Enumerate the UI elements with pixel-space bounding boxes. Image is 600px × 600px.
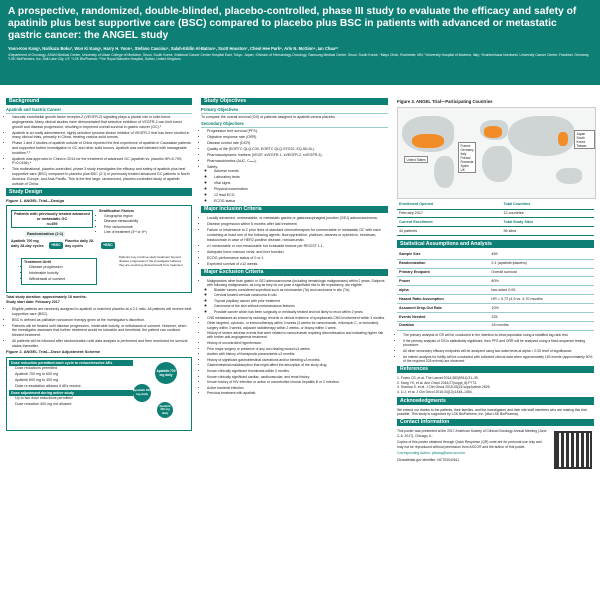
list-item: • Pharmacokinetics (AUC, Cₘₐₓ). — [207, 159, 388, 164]
arm-apatinib: Apatinib 700 mg daily 28-day cycles — [11, 239, 44, 248]
label-usa — [404, 156, 428, 164]
design-diagram — [6, 205, 192, 293]
affiliations: ¹Department of Oncology, ASAN Medical Center, University of Ulsan College of Medicine, Seoul, South Korea; ²National Cancer Center Hospital East, Tokyo, Japan; ³Division of Hematology-Oncology, Samsung Medical Center, Seoul, South Korea; ⁴Mayo Clinic, Rochester, MN; ⁵University Hospital of Modena, Italy; ⁶Krankenhaus Nordwest, University Cancer Center, Frankfurt, Germany; ⁷LSK BioPartners, Inc, Salt Lake City, UT; ⁸LSK BioPharma; ⁹The Royal Marsden Hospital, Sutton, United Kingdom — [8, 53, 590, 62]
countries-label: Total Countries — [502, 201, 595, 209]
country-label: Spain — [460, 163, 469, 168]
objectives-heading: Study Objectives — [201, 98, 388, 105]
contact-copies: Copies of this poster obtained through Quick Response (QR) code are for personal use only and may not be reproduced without permission from ASCO® and the author of this poster. — [397, 440, 542, 449]
qr-code-icon[interactable] — [554, 431, 592, 469]
exclusion-heading: Major Exclusion Criteria — [201, 269, 388, 276]
current-value: 44 patients — [397, 227, 502, 236]
list-item: • Other targeted, cytotoxic, or immunotherapy within 3 weeks (4 weeks for ramucirumab, mitomycin C, or lomustine), surgery within 3 weeks, adjuvant radiotherapy within 2 weeks, or biopsy within 1 week. — [207, 321, 388, 330]
list-item: • The primary analysis of OS will be conducted in the intention-to-treat population using a stratified log-rank test. — [403, 333, 594, 338]
dose-reduction-list — [9, 366, 130, 389]
table-cell: Hazard Ratio Assumption — [397, 295, 489, 304]
reference-item: 2. Kang YK, et al. Ann Oncol 2016;27(suppl_6):P773. — [397, 380, 478, 385]
poster-header — [0, 0, 600, 85]
figure-1-caption: Figure 1. ANGEL Trial—Design — [6, 197, 65, 203]
list-item: • Withdrawal of consent — [29, 277, 94, 282]
exclusion-sublist — [207, 288, 388, 315]
australia-shape — [556, 168, 582, 184]
list-item: • Expected survival of ≥12 weeks. — [207, 262, 388, 267]
trial-identifier: Clinicaltrials.gov Identifier: NCT03042611 — [397, 457, 460, 462]
list-item: • Prior major surgery or presence of any non-healing wound ≤3 weeks. — [207, 347, 388, 351]
table-cell: Events Needed — [397, 312, 489, 321]
exclusion-list — [201, 279, 388, 396]
country-label: Poland — [460, 155, 471, 160]
dose-reduction-title: Dose reduction permitted each cycle to reduce/resolve AEs — [9, 360, 133, 366]
table-cell: Power — [397, 277, 489, 286]
list-item: • History of uncontrolled hypertension. — [207, 341, 388, 345]
dose-adjust-list — [9, 396, 130, 407]
statistics-table — [397, 251, 594, 331]
list-item: • Eligible patients are randomly assigned to apatinib or matched placebo at a 2:1 ratio. All patients will receive best supportive care (BSC). — [12, 307, 192, 316]
list-item: ◦ Bladder tumors considered superficial such as noninvasive (Ta) and carcinoma in situ (Tis) — [214, 288, 388, 292]
background-heading: Background — [6, 98, 192, 105]
secondary-list — [201, 129, 388, 204]
reference-item: 3. Sharma S, et al. J Clin Oncol 2015;33(15 suppl):abstr 2525. — [397, 385, 491, 390]
statistics-list — [397, 333, 594, 364]
country-label: Japan — [576, 131, 586, 136]
list-item: • Geographic region — [104, 214, 183, 218]
list-item: • An interim analysis for futility will be conducted with collected clinical data when approximately 163 events (approximately 50% of the required 325 events) are observed. — [403, 355, 594, 364]
list-item: • Line of treatment (3ʳᵈ or 4ᵗʰ) — [104, 230, 183, 234]
list-item: • Locally advanced, unresectable, or metastatic gastric or gastroesophageal junction (GEJ) adenocarcinoma. — [207, 216, 388, 221]
table-cell: HR = 0.72 (4.5 vs. 4.70 months — [489, 295, 594, 304]
table-cell: Primary Endpoint — [397, 268, 489, 277]
dose-adjust-title: Dose adjustment during active study — [9, 390, 133, 396]
table-cell: alpha — [397, 286, 489, 295]
current-label: Current Enrollment — [397, 218, 502, 227]
secondary-objectives-heading: Secondary Objectives — [201, 122, 388, 128]
sites-value: 96 sites — [502, 227, 595, 236]
author-list: Yoon-Koo Kang¹, Narikazu Boku², Won Ki Kang³, Harry H. Yoon⁴, Stefano Cascinu⁵, Salah-Eddin Al-Batran⁶, Scott Houston⁷, Cheol Hee Park⁸, Arlo N. McGinn⁹, Ian Chau¹⁰ — [8, 46, 339, 51]
exclusion-text: Malignancies other than gastric or GEJ adenocarcinoma (including hematologic malignancies) within 2 years. Subjects with following malignancies, as long as they do not pose a significant risk to life expectancy, are eligible: — [207, 279, 385, 288]
country-label: South Korea — [576, 135, 586, 144]
country-label: Italy — [460, 151, 467, 156]
table-cell: 2:1 (apatinib:placebo) — [489, 259, 594, 268]
list-item: • Known clinically significant cardiac, cardiovascular, and renal history. — [207, 375, 388, 379]
inclusion-heading: Major Inclusion Criteria — [201, 206, 388, 213]
treatment-until-box — [21, 258, 97, 284]
arm-placebo: Placebo daily 28-day cycles — [65, 239, 95, 248]
stratification-box — [99, 209, 183, 236]
list-item: • All patients will be followed after randomization until data analysis is performed and then monitored for survival status thereafter. — [12, 339, 192, 348]
background-list — [6, 115, 192, 186]
list-item: • Prior ramucirumab — [104, 225, 183, 229]
country-label: Taiwan — [576, 143, 587, 148]
contact-block — [397, 429, 594, 462]
list-item: • Apatinib 700 mg to 600 mg — [15, 372, 130, 377]
list-item: • Adequate bone-marrow, renal, and liver function. — [207, 250, 388, 255]
country-label: UK — [460, 167, 465, 172]
list-item: • Quality of life (EORTC QLQ-C30, EORTC QLQ-STO22, EQ-5D-5L). — [207, 147, 388, 152]
patients-n: n=459 — [46, 221, 58, 226]
start-text: Study start date: February 2017 — [6, 300, 60, 305]
list-item: ◦ Cervical treated cervical carcinoma in situ — [214, 293, 388, 297]
column-3 — [397, 98, 594, 464]
safety-label: Safety: — [207, 164, 219, 169]
list-item: ◦ ECOG status — [214, 199, 388, 204]
column-1 — [6, 98, 192, 431]
design-list — [6, 307, 192, 349]
list-item: • Disease progression — [29, 265, 94, 270]
bsc-badge-1: +BSC — [51, 243, 61, 248]
table-cell: Randomization — [397, 259, 489, 268]
list-item: • Gastrointestinal malabsorption that might affect the absorption of the study drug. — [207, 363, 388, 367]
table-cell: Assumed Drop-Out Rate — [397, 304, 489, 313]
africa-shape — [482, 146, 512, 182]
list-item: • Previous treatment with apatinib. — [207, 391, 388, 395]
list-item: ◦ Vital signs — [214, 181, 388, 186]
poster-title: A prospective, randomized, double-blinded, placebo-controlled, phase III study to evaluate the efficacy and safety of apatinib plus best supportive care (BSC) compared to placebo plus BSC in patients with advanced or metastatic gastric cancer: the ANGEL study — [8, 6, 577, 42]
usa-highlight — [412, 134, 444, 148]
dose-diagram — [6, 357, 192, 431]
contact-presented: This poster was presented at the 2017 American Society of Clinical Oncology Annual Meeting (June 2–6, 2017), Chicago, IL. — [397, 429, 547, 438]
reference-item: 1. Fuchs CS, et al. The Lancet 2014;383(9911):31–39. — [397, 376, 479, 381]
table-cell: 459 — [489, 251, 594, 259]
references-heading: References — [397, 366, 594, 373]
list-item: • If the primary analysis of OS is statistically significant, then PFS and ORR will be analyzed using a fixed-sequence testing procedure. — [403, 339, 594, 348]
list-item: • Dose reduction 400 mg not allowed — [15, 402, 130, 407]
list-item — [207, 279, 388, 314]
country-label: United States — [406, 157, 426, 162]
table-cell: Overall survival — [489, 268, 594, 277]
table-cell: Sample Size — [397, 251, 489, 259]
study-design-heading: Study Design — [6, 188, 192, 195]
primary-objectives-heading: Primary Objectives — [201, 108, 388, 114]
table-row — [397, 286, 594, 295]
study-duration — [6, 295, 192, 304]
countries-value: 12 countries — [502, 209, 595, 218]
list-item: • Dose reductions permitted — [15, 366, 130, 371]
table-cell: 325 — [489, 312, 594, 321]
list-item: • All other secondary efficacy endpoints will be analyzed using two-sided tests at alpha = 0.05 level of significance. — [403, 349, 594, 354]
list-item: • Apatinib was approved in China in 2014 for the treatment of advanced GC (apatinib vs. placebo HR=0.709; P=0.0156).⁴ — [12, 157, 192, 166]
column-2 — [201, 98, 388, 398]
list-item: • Active bacterial infection. — [207, 386, 388, 390]
table-row — [397, 259, 594, 268]
list-item: • Phase 1 and 2 studies of apatinib outside of China reported the first experience of apatinib in Caucasian patients and supported further investigation in GC and other solid tumors. Apatinib was well tolerated with manageable toxicities.²,³ — [12, 141, 192, 155]
list-item: ◦ Carcinoma of the skin without melanomatous features — [214, 304, 388, 308]
stratification-title: Stratification Factors — [99, 209, 135, 214]
references-list — [397, 376, 594, 394]
country-label: France — [460, 143, 471, 148]
list-item: • Ascites with history of therapeutic paracentesis ≤3 months. — [207, 352, 388, 356]
list-item: • Disease progression within 6 months after last treatment. — [207, 222, 388, 227]
list-item: • Pharmacodynamic markers (VEGF, sVEGFR-1, sVEGFR-2, sVEGFR-3). — [207, 153, 388, 158]
table-cell: two-sided 0.05 — [489, 286, 594, 295]
contact-author: Corresponding Author: ykkang@amc.seoul.kr — [397, 451, 466, 456]
crossover-note: Patients may continue study treatment beyond disease progression if the investigator believes they are receiving clinical benefit from treatment — [119, 255, 183, 267]
list-item: • BSC is defined as palliative noncancer therapy given at the investigator's discretion. — [12, 318, 192, 323]
table-row — [397, 268, 594, 277]
acknowledgments-heading: Acknowledgments — [397, 397, 594, 404]
list-item: • Apatinib 600 mg to 400 mg — [15, 378, 130, 383]
table-row — [397, 277, 594, 286]
sites-label: Total Study Sites — [502, 218, 595, 227]
label-asia — [574, 130, 595, 150]
table-row — [397, 312, 594, 321]
list-item: • Intolerable toxicity — [29, 271, 94, 276]
list-item: • Failure or intolerance to 2 prior lines of standard chemotherapies for unresectable or metastatic GC with each containing at least one of the following agents: fluoropyrimidine, platinum, taxanes or epirubicin, irinotecan, trastuzumab in case of HER2-positive disease, ramucirumab. — [207, 228, 388, 242]
country-label: Romania — [460, 159, 474, 164]
table-cell: 18 months — [489, 321, 594, 330]
primary-objective: To compare the overall survival (OS) of patients assigned to apatinib versus placebo. — [201, 115, 336, 120]
table-row — [397, 321, 594, 330]
list-item: • Up to two dose reductions permitted — [15, 396, 130, 401]
list-item: ◦ Thyroid papillary cancer with prior treatment — [214, 299, 388, 303]
background-subheading: Apatinib and Gastric Cancer — [6, 108, 192, 114]
list-item: • Vascular endothelial growth factor receptor-2 (VEGFR-2) signaling plays a pivotal role in solid tumor angiogenesis. Many clinical studies have demonstrated that selective inhibition of VEGFR-2 can limit tumor growth and disease progression, resulting in improved overall survival in gastric cancer (GC).¹ — [12, 115, 192, 129]
table-cell: 80% — [489, 277, 594, 286]
list-item: • ECOG performance status of 0 or 1. — [207, 256, 388, 261]
list-item: ◦ Prostate cancer which has been surgically or medically treated and not likely to recur within 2 years — [214, 310, 388, 314]
table-cell: Duration — [397, 321, 489, 330]
table-row — [397, 304, 594, 313]
europe-highlight — [484, 126, 502, 138]
list-item: • History of significant gastrointestinal ulcerations and/or bleeding ≤3 months. — [207, 358, 388, 362]
randomization-label: Randomization (2:1) — [27, 231, 64, 236]
country-label: Germany — [460, 147, 474, 152]
dose-700-circle: Apatinib 700 mg daily — [155, 362, 177, 384]
statistics-heading: Statistical Assumptions and Analysis — [397, 240, 594, 247]
reference-item: 4. Li J, et al. J Clin Oncol 2016;34(13):1448–1454. — [397, 389, 473, 394]
list-item: ◦ Physical examination — [214, 187, 388, 192]
inclusion-list — [201, 216, 388, 266]
list-item: • Apatinib is an orally administered, highly selective tyrosine kinase inhibitor of VEGFR-2 that has been studied in many clinical trials, primarily in China, treating various solid tumors. — [12, 131, 192, 140]
table-cell: 10% — [489, 304, 594, 313]
label-europe — [458, 142, 476, 174]
patients-box — [11, 210, 93, 228]
dose-600-circle: Apatinib 600 mg daily — [133, 384, 151, 402]
list-item: • Progression free survival (PFS). — [207, 129, 388, 134]
patients-label: Patients with previously treated advanced or metastatic GC — [14, 212, 90, 221]
acknowledgments-text: We extend our thanks to the patients, their families, and the investigators and their site staff members who are making this trial possible. This study is supported by LSK BioPartners, Inc. (dba LSK BioPharma). — [397, 407, 587, 417]
list-item: • Objective response rate (ORR). — [207, 135, 388, 140]
list-item: ◦ Laboratory tests — [214, 175, 388, 180]
list-item: • Patients will be treated until disease progression, intolerable toxicity, or withdrawal of consent. However, when the investigator assesses that further treatment would be tolerable and beneficial, the patient can continue blinded treatment. — [12, 324, 192, 338]
list-item: • This multinational, placebo-controlled, phase 3 study investigates the efficacy and safety of apatinib plus best supportive care (BSC) compared to placebo plus BSC (2:1) in previously treated advanced GC patients in North America, Europe, and Asia Pacific. This is the first large, randomized, placebo-controlled study of apatinib outside of China. — [12, 167, 192, 186]
list-item: • CNS metastases as shown by radiology records or clinical evidence of symptomatic CNS involvement within 3 months. — [207, 316, 388, 320]
list-item: • History of severe adverse events that were related to ramucirumab requiring discontinuation and indicating higher risk with further anti-angiogenesis treatment. — [207, 331, 388, 340]
treatment-until-title: Treatment Until — [24, 260, 51, 265]
bsc-badge-2: +BSC — [103, 243, 113, 248]
list-item: • Disease control rate (DCR). — [207, 141, 388, 146]
list-item: • ≥1 measurable or non-measurable but evaluable lesions per RECIST 1.1. — [207, 244, 388, 249]
contact-heading: Contact Information — [397, 419, 594, 426]
list-item: ◦ Adverse events — [214, 169, 388, 174]
list-item: • Known history of HIV infection or active or uncontrolled chronic hepatitis B or C infection. — [207, 380, 388, 384]
enroll-label: Enrollment Opened — [397, 201, 502, 209]
dose-400-circle: Apatinib 400 mg daily — [157, 402, 173, 418]
world-map — [397, 107, 596, 199]
figure-2-caption: Figure 2. ANGEL Trial—Dose Adjustment Scheme — [6, 349, 101, 355]
enrollment-table — [397, 201, 594, 237]
list-item — [207, 165, 388, 204]
list-item: • Known clinically significant thrombosis within 3 months. — [207, 369, 388, 373]
enroll-value: February 2017 — [397, 209, 502, 218]
safety-list — [207, 169, 388, 204]
east-asia-highlight — [558, 132, 568, 146]
duration-text: Total study duration: approximately 18 months. — [6, 295, 87, 300]
table-row — [397, 295, 594, 304]
south-america-shape — [434, 156, 454, 188]
list-item: ◦ 12 lead ECG — [214, 193, 388, 198]
figure-3-caption: Figure 3. ANGEL Trial—Participating Countries — [397, 99, 493, 104]
list-item: • Dose re-escalation allowed if AEs resolve — [15, 384, 130, 389]
table-row — [397, 251, 594, 259]
list-item: • Disease measurability — [104, 219, 183, 223]
